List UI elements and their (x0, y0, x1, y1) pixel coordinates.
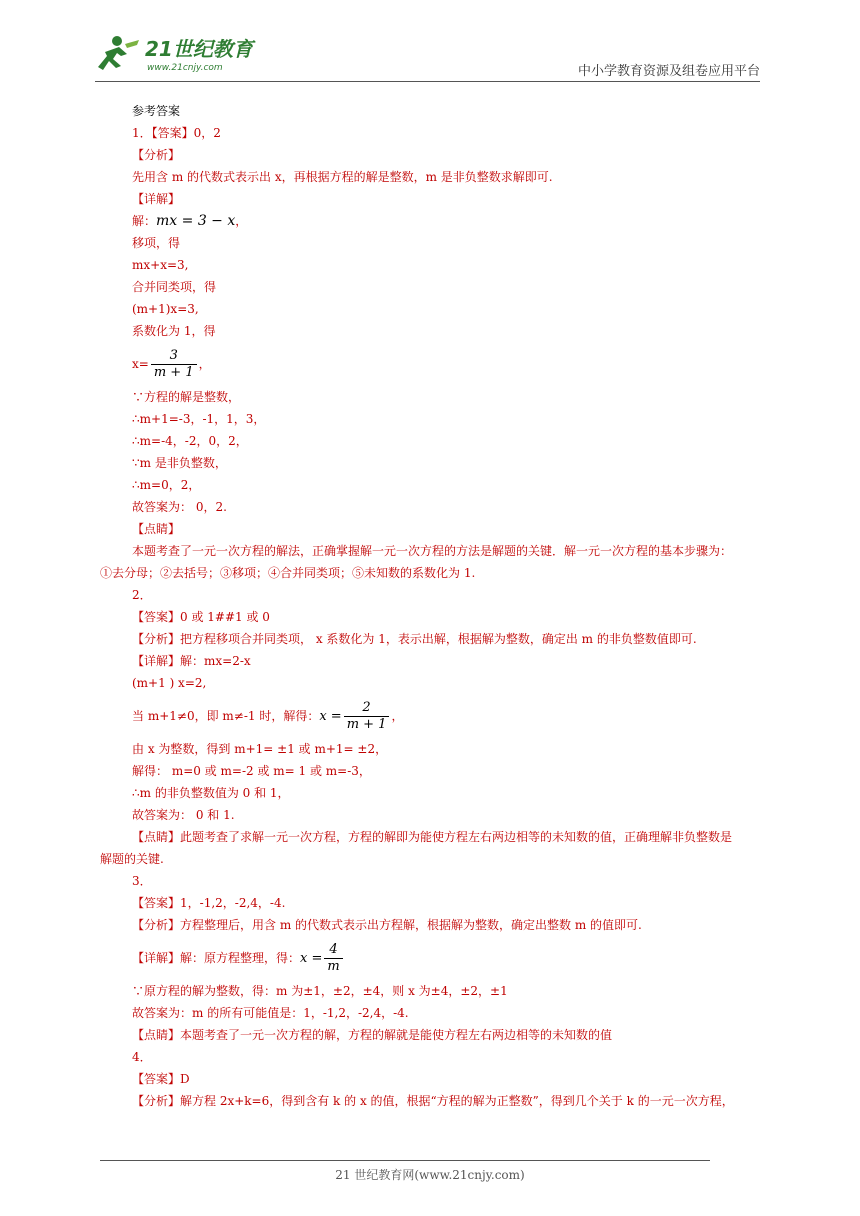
q2-comment: 【点睛】此题考查了求解一元一次方程，方程的解即为能使方程左右两边相等的未知数的值，正确理解非负整数是解题的关键. (100, 830, 733, 866)
q2-step1: (m+1 ) x=2, (132, 676, 207, 690)
q3-fraction: $\frac{4}{m}$ (324, 942, 342, 975)
q1-solve-line: 解：mx = 3 − x， (132, 213, 248, 229)
q1-step10: ∴m=0，2， (132, 478, 201, 492)
site-logo (95, 32, 265, 76)
q1-comment: 本题考查了一元一次方程的解法，正确掌握解一元一次方程的方法是解题的关键．解一元一次方程的基本步骤为：①去分母；②去括号；③移项；④合并同类项；⑤未知数的系数化为 1. (100, 544, 733, 580)
q3-analysis: 【分析】方程整理后，用含 m 的代数式表示出方程解，根据解为整数，确定出整数 m 的值即可. (132, 918, 642, 932)
q2-fraction-line: 当 m+1≠0，即 m≠-1 时，解得：x = $\frac{2}{m + 1}$ ， (132, 700, 404, 732)
q2-analysis: 【分析】把方程移项合并同类项， x 系数化为 1，表示出解，根据解为整数，确定出 m 的非负整数值即可. (132, 632, 697, 646)
page-header (95, 30, 760, 82)
q1-detail-tag: 【详解】 (132, 192, 181, 206)
q2-detail: 【详解】解：mx=2-x (132, 654, 251, 668)
q1-step9: ∵m 是非负整数， (132, 456, 227, 470)
q3-answer: 【答案】1，-1,2，-2,4，-4. (132, 896, 286, 910)
q3-step1: ∵原方程的解为整数，得：m 为±1，±2，±4，则 x 为±4，±2，±1 (132, 984, 508, 998)
q1-step4: (m+1)x=3, (132, 302, 199, 316)
footer-rule (100, 1160, 710, 1161)
answer-content (100, 100, 772, 1112)
q1-step6: ∵方程的解是整数， (132, 390, 241, 404)
q2-answer: 【答案】0 或 1##1 或 0 (132, 610, 270, 624)
q1-step7: ∴m+1=-3，-1，1，3， (132, 412, 266, 426)
q2-step5: ∴m 的非负整数值为 0 和 1， (132, 786, 290, 800)
platform-name: 中小学教育资源及组卷应用平台 (577, 64, 760, 79)
header-rule (95, 81, 760, 82)
q1-analysis: 先用含 m 的代数式表示出 x，再根据方程的解是整数，m 是非负整数求解即可. (132, 170, 553, 184)
q3-step2: 故答案为：m 的所有可能值是：1，-1,2，-2,4，-4. (132, 1006, 409, 1020)
q1-fraction-line: x= $\frac{3}{m + 1}$ ， (132, 348, 211, 380)
q2-step3: 由 x 为整数，得到 m+1= ±1 或 m+1= ±2， (132, 742, 388, 756)
section-title: 参考答案 (132, 104, 181, 118)
q2-number: 2． (132, 588, 152, 602)
q3-detail-line: 【详解】解：原方程整理，得：x = $\frac{4}{m}$ (132, 936, 772, 980)
q1-answer: 1．【答案】0，2 (132, 126, 221, 140)
q3-number: 3． (132, 874, 152, 888)
q1-step11: 故答案为： 0，2. (132, 500, 227, 514)
q1-equation: mx = 3 − x (156, 213, 236, 229)
q4-answer: 【答案】D (132, 1072, 190, 1086)
q2-step4: 解得： m=0 或 m=-2 或 m= 1 或 m=-3， (132, 764, 371, 778)
q1-step3: 合并同类项，得 (132, 280, 217, 294)
q1-analysis-tag: 【分析】 (132, 148, 181, 162)
q2-step6: 故答案为： 0 和 1. (132, 808, 235, 822)
q1-step2: mx+x=3, (132, 258, 189, 272)
svg-text:21世纪教育: 21世纪教育 (145, 37, 253, 61)
svg-text:www.21cnjy.com: www.21cnjy.com (147, 63, 223, 73)
q4-number: 4． (132, 1050, 152, 1064)
footer-text: 21 世纪教育网(www.21cnjy.com) (335, 1168, 525, 1182)
q1-fraction: $\frac{3}{m + 1}$ (151, 348, 197, 381)
q1-step5: 系数化为 1，得 (132, 324, 216, 338)
q1-step8: ∴m=-4，-2，0，2， (132, 434, 248, 448)
q1-step1: 移项，得 (132, 236, 181, 250)
q3-comment: 【点睛】本题考查了一元一次方程的解，方程的解就是能使方程左右两边相等的未知数的值 (132, 1028, 613, 1042)
q1-comment-tag: 【点睛】 (132, 522, 181, 536)
q2-fraction: $\frac{2}{m + 1}$ (344, 700, 390, 733)
q4-analysis: 【分析】解方程 2x+k=6，得到含有 k 的 x 的值，根据“方程的解为正整数”，得到几个关于 k 的一元一次方程， (132, 1094, 734, 1108)
